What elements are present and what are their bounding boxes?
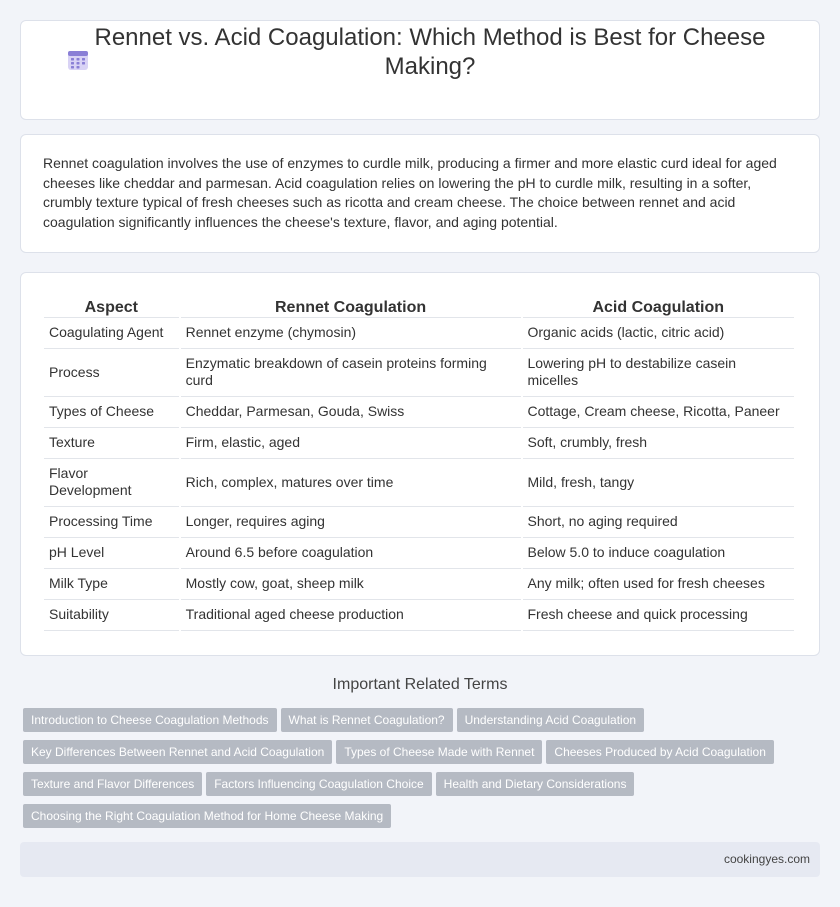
header-aspect: Aspect (44, 295, 179, 318)
cell-rennet: Cheddar, Parmesan, Gouda, Swiss (181, 397, 521, 428)
table-row (44, 507, 794, 538)
cell-rennet: Rich, complex, matures over time (181, 459, 521, 507)
cell-rennet: Rennet enzyme (chymosin) (181, 318, 521, 349)
cell-rennet: Around 6.5 before coagulation (181, 538, 521, 569)
cell-aspect: Coagulating Agent (44, 318, 179, 349)
cell-aspect: Suitability (44, 600, 179, 631)
cell-rennet: Mostly cow, goat, sheep milk (181, 569, 521, 600)
related-term-tag[interactable]: Health and Dietary Considerations (436, 772, 635, 796)
header-acid: Acid Coagulation (523, 295, 795, 318)
cell-rennet: Enzymatic breakdown of casein proteins forming curd (181, 349, 521, 397)
cell-rennet: Firm, elastic, aged (181, 428, 521, 459)
comparison-table (42, 295, 796, 631)
table-row (44, 459, 794, 507)
footer (20, 842, 820, 877)
related-term-tag[interactable]: Factors Influencing Coagulation Choice (206, 772, 431, 796)
cell-acid: Lowering pH to destabilize casein micelles (523, 349, 795, 397)
related-terms-title: Important Related Terms (332, 676, 508, 693)
table-row (44, 538, 794, 569)
related-term-tag[interactable]: Understanding Acid Coagulation (457, 708, 644, 732)
related-term-tag[interactable]: What is Rennet Coagulation? (281, 708, 453, 732)
cell-aspect: Types of Cheese (44, 397, 179, 428)
cell-acid: Soft, crumbly, fresh (523, 428, 795, 459)
related-term-tag[interactable]: Types of Cheese Made with Rennet (336, 740, 542, 764)
comparison-card (20, 272, 820, 656)
related-term-tag[interactable]: Key Differences Between Rennet and Acid Coagulation (23, 740, 332, 764)
cell-acid: Any milk; often used for fresh cheeses (523, 569, 795, 600)
page-title: Rennet vs. Acid Coagulation: Which Method is Best for Cheese Making? (94, 24, 766, 80)
intro-card (20, 134, 820, 253)
cell-aspect: Processing Time (44, 507, 179, 538)
cell-acid: Fresh cheese and quick processing (523, 600, 795, 631)
table-row (44, 349, 794, 397)
cell-aspect: Texture (44, 428, 179, 459)
footer-site-link[interactable]: cookingyes.com (723, 852, 810, 866)
header-rennet: Rennet Coagulation (181, 295, 521, 318)
cell-aspect: pH Level (44, 538, 179, 569)
related-term-tag[interactable]: Texture and Flavor Differences (23, 772, 202, 796)
table-row (44, 569, 794, 600)
table-row (44, 318, 794, 349)
table-row (44, 600, 794, 631)
related-term-tag[interactable]: Cheeses Produced by Acid Coagulation (546, 740, 773, 764)
cell-acid: Cottage, Cream cheese, Ricotta, Paneer (523, 397, 795, 428)
related-terms-list (23, 708, 823, 836)
cell-rennet: Longer, requires aging (181, 507, 521, 538)
cell-acid: Organic acids (lactic, citric acid) (523, 318, 795, 349)
cell-aspect: Flavor Development (44, 459, 179, 507)
table-row (44, 397, 794, 428)
table-header-row (44, 295, 794, 318)
cell-acid: Short, no aging required (523, 507, 795, 538)
cell-aspect: Milk Type (44, 569, 179, 600)
intro-text: Rennet coagulation involves the use of enzymes to curdle milk, producing a firmer and more elastic curd ideal for aged cheeses like cheddar and parmesan. Acid coagulation relies on lowering the pH to curdle milk, resulting in a softer, crumbly texture typical of fresh cheeses such as ricotta and cream cheese. The choice between rennet and acid coagulation significantly influences the cheese's texture, flavor, and aging potential. (43, 155, 777, 230)
table-row (44, 428, 794, 459)
cell-acid: Below 5.0 to induce coagulation (523, 538, 795, 569)
related-term-tag[interactable]: Introduction to Cheese Coagulation Methods (23, 708, 277, 732)
related-term-tag[interactable]: Choosing the Right Coagulation Method for Home Cheese Making (23, 804, 391, 828)
title-wrap (60, 23, 800, 81)
cell-rennet: Traditional aged cheese production (181, 600, 521, 631)
cell-acid: Mild, fresh, tangy (523, 459, 795, 507)
cell-aspect: Process (44, 349, 179, 397)
